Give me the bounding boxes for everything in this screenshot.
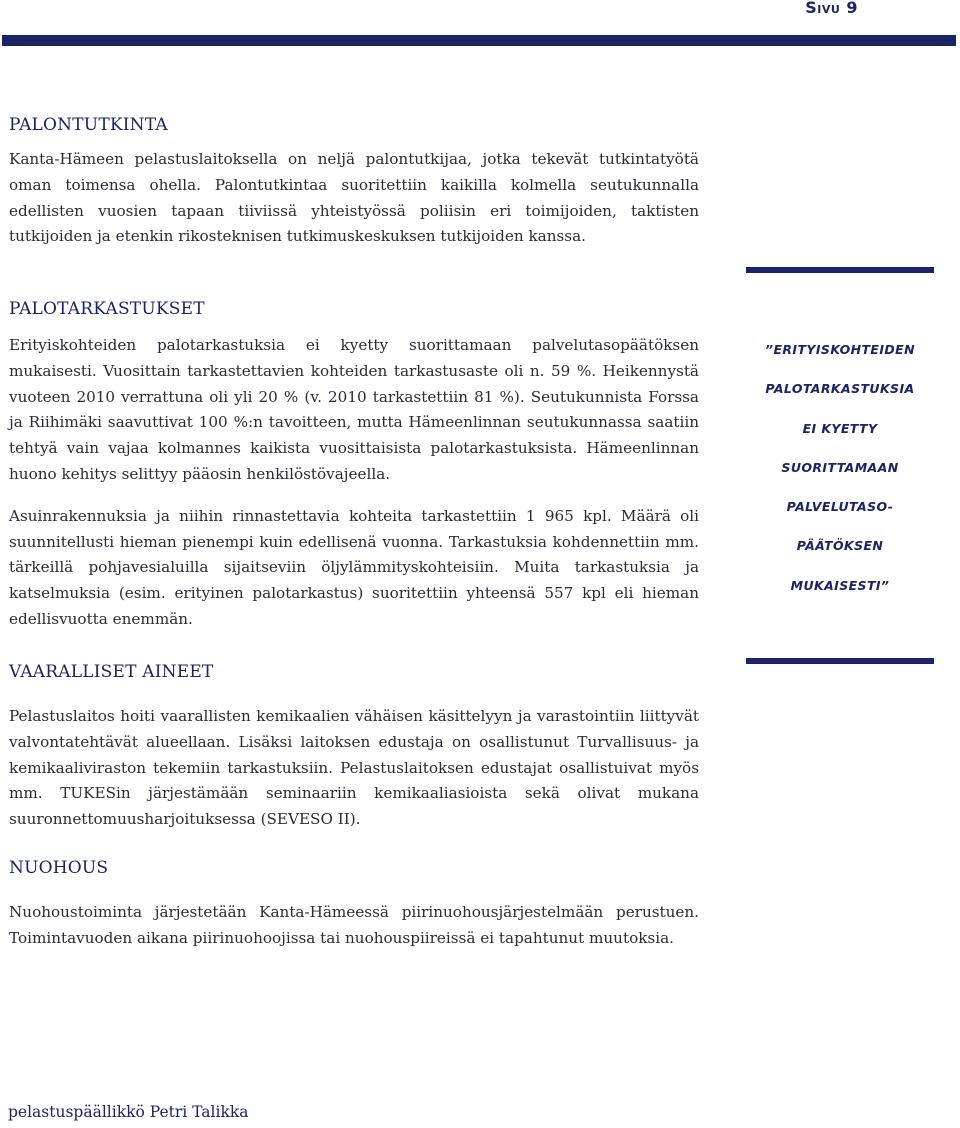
pull-quote-line: PÄÄTÖKSEN	[796, 538, 884, 554]
pull-quote-line: PALOTARKASTUKSIA	[765, 381, 915, 397]
section-nuohous	[9, 858, 699, 952]
signature: pelastuspäällikkö Petri Talikka	[8, 1103, 249, 1121]
page-number-label: Sivu 9	[805, 0, 858, 17]
section-paragraph: Kanta-Hämeen pelastuslaitoksella on neljä palontutkijaa, jotka tekevät tutkintatyötä oman toimensa ohella. Palontutkintaa suoritettiin kaikilla kolmella seutukunnalla edellisten vuosien tapaan tiiviissä yhteistyössä poliisin eri toimijoiden, taktisten tutkijoiden ja etenkin rikosteknisen tutkimuskeskuksen tutkijoiden kanssa.	[9, 150, 699, 246]
section-palontutkinta	[9, 115, 699, 250]
section-paragraph: Asuinrakennuksia ja niihin rinnastettavia kohteita tarkastettiin 1 965 kpl. Määrä oli suunnitellusti hieman pienempi kuin edellisenä vuonna. Tarkastuksia kohdennettiin mm. tärkeillä pohjavesialuilla sijaitseviin öljylämmityskohteisiin. Muita tarkastuksia ja katselmuksia (esim. erityinen palotarkastus) suoritettiin yhteensä 557 kpl eli hieman edellisvuotta enemmän.	[9, 506, 699, 628]
section-title: VAARALLISET AINEET	[9, 662, 214, 682]
section-paragraph: Nuohoustoiminta järjestetään Kanta-Hämeessä piirinuohousjärjestelmään perustuen. Toimintavuoden aikana piirinuohoojissa tai nuohouspiireissä ei tapahtunut muutoksia.	[9, 903, 699, 947]
pull-quote-line: ”ERITYISKOHTEIDEN	[765, 342, 915, 357]
section-paragraph: Erityiskohteiden palotarkastuksia ei kyetty suorittamaan palvelutasopäätöksen mukaisesti. Vuosittain tarkastettavien kohteiden tarkastusaste oli n. 59 %. Heikennystä vuoteen 2010 verrattuna oli yli 20 % (v. 2010 tarkastettiin 81 %). Seutukunnista Forssa ja Riihimäki saavuttivat 100 %:n tavoitteen, mutta Hämeenlinnan seutukunnassa saatiin tehtyä vain vajaa kolmannes kaikista vuosittaisista palotarkastuksista. Hämeenlinnan huono kehitys selittyy pääosin henkilöstövajeella.	[9, 336, 699, 483]
section-vaaralliset-aineet	[9, 662, 699, 833]
accent-rule	[746, 267, 934, 273]
section-title: PALONTUTKINTA	[9, 115, 168, 135]
pull-quote-line: MUKAISESTI”	[790, 577, 890, 593]
pull-quote-line: SUORITTAMAAN	[781, 459, 899, 475]
section-title: NUOHOUS	[9, 858, 109, 878]
section-title: PALOTARKASTUKSET	[9, 299, 205, 319]
pull-quote-line: PALVELUTASO-	[786, 499, 894, 515]
accent-rule	[746, 658, 934, 664]
section-palotarkastukset	[9, 299, 699, 633]
section-paragraph: Pelastuslaitos hoiti vaarallisten kemikaalien vähäisen käsittelyyn ja varastointiin liittyvät valvontatehtävät alueellaan. Lisäksi laitoksen edustaja on osallistunut Turvallisuus- ja kemikaaliviraston tekemiin tarkastuksiin. Pelastuslaitoksen edustajat osallistuivat myös mm. TUKESin järjestämään seminaariin kemikaaliasioista sekä olivat mukana suuronnettomuusharjoituksessa (SEVESO II).	[9, 707, 699, 829]
header-rule	[2, 35, 956, 46]
pull-quote	[742, 330, 938, 605]
pull-quote-line: EI KYETTY	[802, 420, 878, 436]
